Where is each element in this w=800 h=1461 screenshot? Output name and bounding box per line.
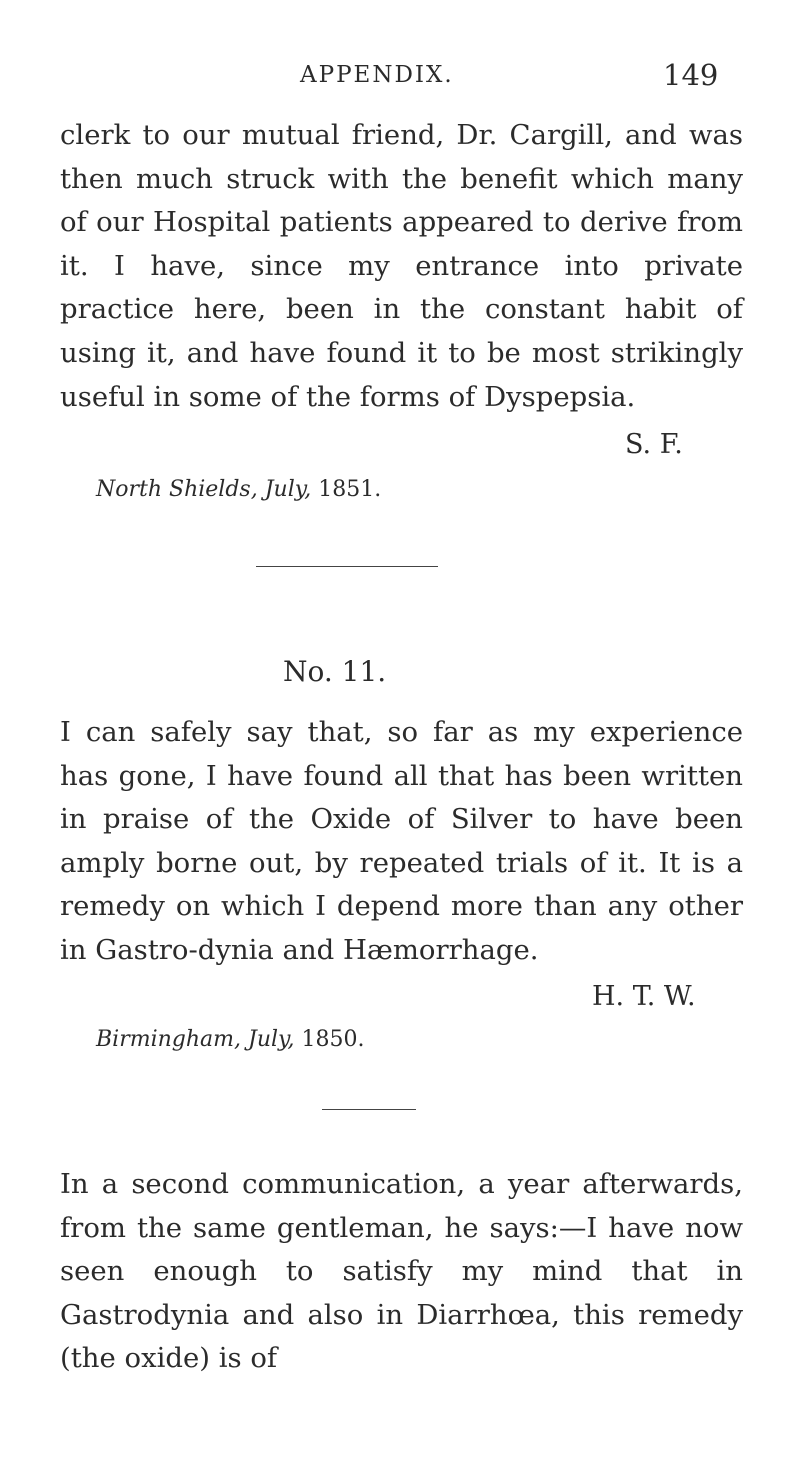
running-head xyxy=(0,58,800,98)
section-divider-long xyxy=(256,566,438,567)
running-title: APPENDIX. xyxy=(300,62,454,88)
letter-10-body: clerk to our mutual friend, Dr. Cargill, and was then much struck with the benefit which many of our Hospital patients appeared to derive from it. I have, since my entrance into private practice here, been in the constant habit of using it, and have found it to be most strikingly useful in some of the forms of Dyspepsia. xyxy=(60,119,743,413)
continuation-body: In a second communication, a year afterwards, from the same gentleman, he says:—I have now seen enough to satisfy my mind that in Gastrodynia and also in Diarrhœa, this remedy (the oxide) is of xyxy=(60,1168,743,1375)
letter-11-year: 1850. xyxy=(301,1027,365,1052)
letter-11-dateline xyxy=(96,1027,365,1052)
page-number: 149 xyxy=(663,58,719,92)
letter-10-place-date: North Shields, July, xyxy=(96,477,312,502)
letter-10-signature: S. F. xyxy=(625,429,683,460)
section-divider-short xyxy=(322,1109,416,1110)
letter-11-body: I can safely say that, so far as my experience has gone, I have found all that has been written in praise of the Oxide of Silver to have been amply borne out, by repeated trials of it. It is a remedy on which I depend more than any other in Gastro-dynia and Hæmorrhage. xyxy=(60,716,743,966)
letter-11-place-date: Birmingham, July, xyxy=(96,1027,295,1052)
letter-10-year: 1851. xyxy=(318,477,382,502)
letter-11-signature: H. T. W. xyxy=(592,981,696,1012)
letter-11-heading: No. 11. xyxy=(283,655,387,688)
letter-10-dateline xyxy=(96,477,381,502)
